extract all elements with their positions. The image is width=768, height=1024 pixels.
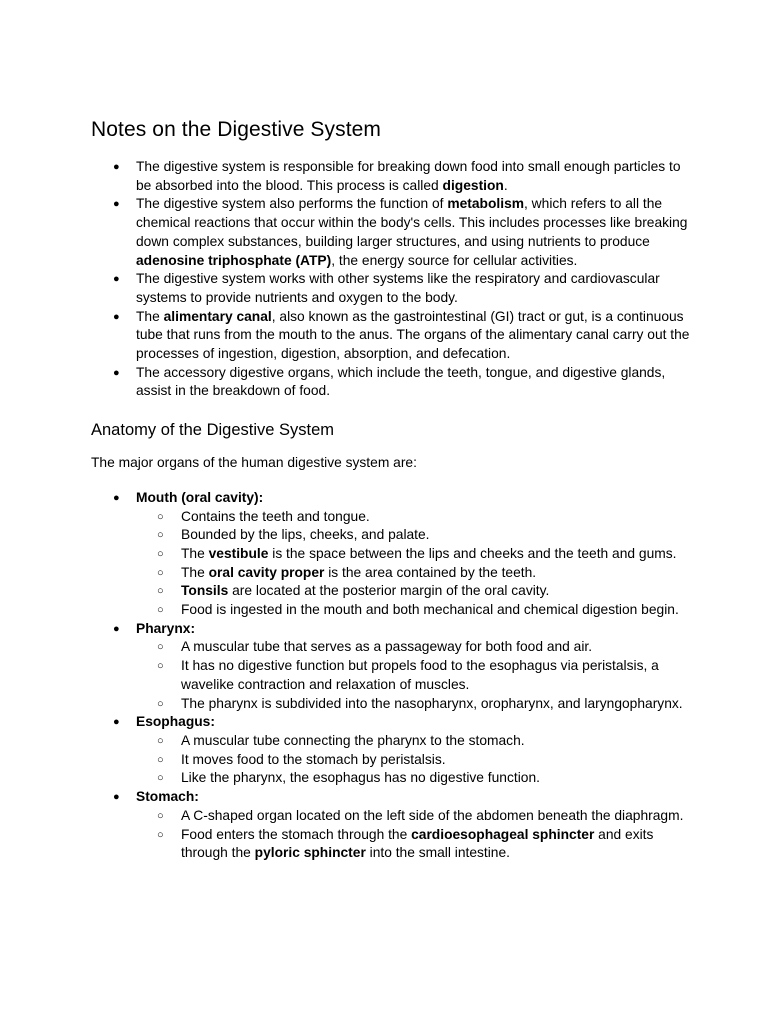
text-segment: It has no digestive function but propels food to the esophagus via peristalsis, a wavelike contraction and relaxation of muscles. xyxy=(181,658,659,692)
bullet-icon: ● xyxy=(113,716,120,729)
hollow-bullet-icon: ○ xyxy=(157,566,164,579)
list-item xyxy=(91,638,691,657)
bullet-icon: ● xyxy=(113,491,120,504)
list-item xyxy=(91,564,691,583)
text-segment: , also known as the gastrointestinal (GI) tract or gut, is a continuous tube that runs from the mouth to the anus. The organs of the alimentary canal carry out the processes of ingestion, digestion, absorption, and defecation. xyxy=(136,308,690,362)
bold-term: metabolism xyxy=(447,196,525,212)
text-segment: It moves food to the stomach by peristalsis. xyxy=(181,751,446,767)
hollow-bullet-icon: ○ xyxy=(157,772,164,785)
text-segment: A muscular tube that serves as a passageway for both food and air. xyxy=(181,639,593,655)
organ-detail-list xyxy=(136,508,691,620)
anatomy-heading: Anatomy of the Digestive System xyxy=(91,421,335,440)
organ-name: Stomach: xyxy=(136,789,199,805)
hollow-bullet-icon: ○ xyxy=(157,660,164,673)
bold-term: oral cavity proper xyxy=(208,564,325,580)
list-item xyxy=(91,158,691,195)
text-segment: The pharynx is subdivided into the nasopharynx, oropharynx, and laryngopharynx. xyxy=(181,695,683,711)
bold-term: cardioesophageal sphincter xyxy=(411,826,595,842)
text-segment: The digestive system works with other systems like the respiratory and cardiovascular systems to provide nutrients and oxygen to the body. xyxy=(136,271,660,305)
organ-name: Esophagus: xyxy=(136,714,215,730)
list-item xyxy=(91,308,691,364)
organ-name: Pharynx: xyxy=(136,620,196,636)
text-segment: Like the pharynx, the esophagus has no digestive function. xyxy=(181,770,540,786)
bullet-icon: ● xyxy=(113,198,120,211)
hollow-bullet-icon: ○ xyxy=(157,585,164,598)
text-segment: Food is ingested in the mouth and both mechanical and chemical digestion begin. xyxy=(181,602,679,618)
bold-term: digestion xyxy=(442,177,504,193)
text-segment: A C-shaped organ located on the left side of the abdomen beneath the diaphragm. xyxy=(181,807,684,823)
list-item xyxy=(91,270,691,307)
text-segment: The accessory digestive organs, which include the teeth, tongue, and digestive glands, assist in the breakdown of food. xyxy=(136,364,666,399)
list-item xyxy=(91,364,691,401)
organ-detail-list xyxy=(136,807,691,863)
intro-bullet-list xyxy=(91,158,691,401)
text-segment: are located at the posterior margin of the oral cavity. xyxy=(228,583,550,599)
list-item xyxy=(91,807,691,826)
list-item xyxy=(91,545,691,564)
text-segment: A muscular tube connecting the pharynx to the stomach. xyxy=(181,732,525,748)
text-segment: The xyxy=(136,308,164,324)
text-segment: into the small intestine. xyxy=(365,845,510,861)
list-item xyxy=(91,751,691,770)
hollow-bullet-icon: ○ xyxy=(157,641,164,654)
text-segment: , the energy source for cellular activities. xyxy=(331,252,578,268)
hollow-bullet-icon: ○ xyxy=(157,753,164,766)
text-segment: Bounded by the lips, cheeks, and palate. xyxy=(181,527,430,543)
text-segment: The xyxy=(181,545,209,561)
organ-detail-list xyxy=(136,638,691,713)
anatomy-intro-text: The major organs of the human digestive system are: xyxy=(91,455,417,471)
organ-item xyxy=(91,620,691,714)
organ-list xyxy=(91,489,691,863)
text-segment: The digestive system also performs the function of xyxy=(136,196,448,212)
organ-detail-list xyxy=(136,732,691,788)
bullet-icon: ● xyxy=(113,161,120,173)
text-segment: The xyxy=(181,564,209,580)
bold-term: Tonsils xyxy=(181,583,229,599)
hollow-bullet-icon: ○ xyxy=(157,529,164,542)
list-item xyxy=(91,769,691,788)
text-segment: is the area contained by the teeth. xyxy=(324,564,537,580)
bold-term: pyloric sphincter xyxy=(254,845,366,861)
hollow-bullet-icon: ○ xyxy=(157,809,164,822)
bold-term: adenosine triphosphate (ATP) xyxy=(136,252,332,268)
bullet-icon: ● xyxy=(113,791,120,804)
text-segment: , which refers to all the chemical reactions that occur within the body's cells. This includes processes like breaking down complex substances, building larger structures, and using nutrients to produce xyxy=(136,196,688,249)
list-item xyxy=(91,582,691,601)
hollow-bullet-icon: ○ xyxy=(157,604,164,617)
text-segment: Contains the teeth and tongue. xyxy=(181,508,370,524)
bullet-icon: ● xyxy=(113,273,120,286)
list-item xyxy=(91,695,691,714)
text-segment: Food enters the stomach through the xyxy=(181,826,412,842)
bullet-icon: ● xyxy=(113,310,120,323)
list-item xyxy=(91,732,691,751)
hollow-bullet-icon: ○ xyxy=(157,734,164,747)
document-content xyxy=(91,117,691,863)
list-item xyxy=(91,826,691,863)
bullet-icon: ● xyxy=(113,366,120,379)
organ-item xyxy=(91,788,691,863)
list-item xyxy=(91,508,691,527)
list-item xyxy=(91,195,691,270)
page-title: Notes on the Digestive System xyxy=(91,118,382,141)
text-segment: and exits through the xyxy=(181,826,654,861)
list-item xyxy=(91,601,691,620)
hollow-bullet-icon: ○ xyxy=(157,697,164,710)
organ-item xyxy=(91,713,691,788)
list-item xyxy=(91,657,691,694)
hollow-bullet-icon: ○ xyxy=(157,828,164,841)
organ-name: Mouth (oral cavity): xyxy=(136,489,264,505)
bold-term: alimentary canal xyxy=(163,308,272,324)
list-item xyxy=(91,526,691,545)
text-segment: . xyxy=(503,177,508,193)
hollow-bullet-icon: ○ xyxy=(157,510,164,523)
hollow-bullet-icon: ○ xyxy=(157,547,164,560)
bold-term: vestibule xyxy=(208,545,269,561)
organ-item xyxy=(91,489,691,620)
bullet-icon: ● xyxy=(113,622,120,635)
text-segment: The digestive system is responsible for breaking down food into small enough particles to be absorbed into the blood. This process is called xyxy=(136,159,681,193)
text-segment: is the space between the lips and cheeks and the teeth and gums. xyxy=(268,545,677,561)
